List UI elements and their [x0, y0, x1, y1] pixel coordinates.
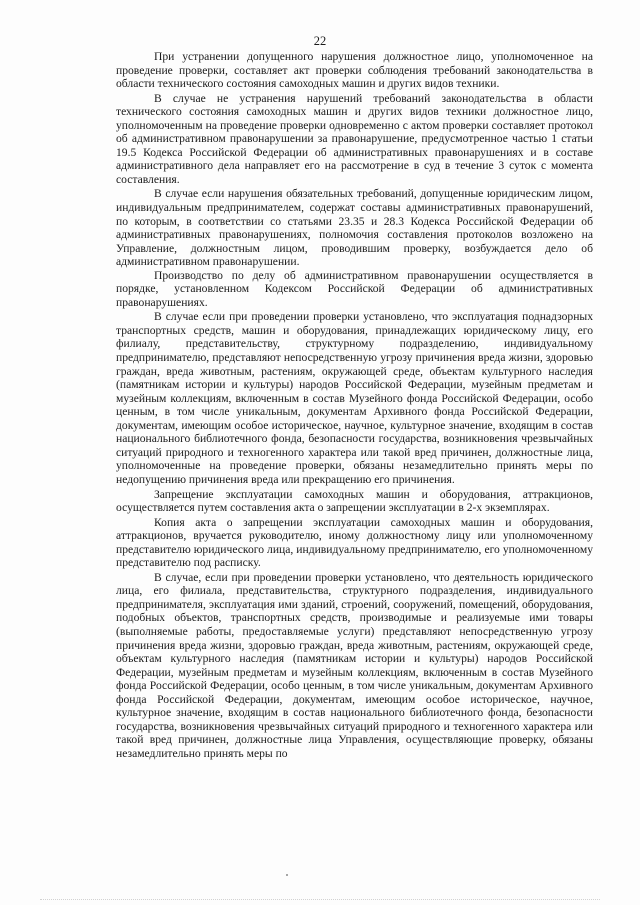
scan-speck	[286, 874, 288, 876]
paragraph-operation-ban: Запрещение эксплуатации самоходных машин и оборудования, аттракционов, осуществляется путем составления акта о запрещении эксплуатации в 2-х экземплярах.	[116, 487, 593, 515]
paragraph-act-copy: Копия акта о запрещении эксплуатации самоходных машин и оборудования, аттракционов, вручается руководителю, иному должностному лицу или уполномоченному представителю юридического лица, индивидуальному предпринимателю, его уполномоченному представителю под расписку.	[116, 515, 593, 570]
paragraph-act-of-inspection: При устранении допущенного нарушения должностное лицо, уполномоченное на проведение проверки, составляет акт проверки соблюдения требований законодательства в области технического состояния самоходных машин и других видов техники.	[116, 50, 593, 91]
paragraph-immediate-threat: В случае если при проведении проверки установлено, что эксплуатация поднадзорных транспортных средств, машин и оборудования, принадлежащих юридическому лицу, его филиалу, представительству, структурному подразделению, индивидуальному предпринимателю, представляют непосредственную угрозу причинения вреда жизни, здоровью граждан, вреда животным, растениям, окружающей среде, объектам культурного наследия (памятникам истории и культуры) народов Российской Федерации, музейным предметам и музейным коллекциям, включенным в состав Музейного фонда Российской Федерации, особо ценным, в том числе уникальным, документам Архивного фонда Российской Федерации, документам, имеющим особое историческое, научное, культурное значение, входящим в состав национального библиотечного фонда, безопасности государства, возникновения чрезвычайных ситуаций природного и техногенного характера или такой вред причинен, должностные лица, уполномоченные на проведение проверки, обязаны незамедлительно принять меры по недопущению причинения вреда или прекращению его причинения.	[116, 310, 593, 486]
paragraph-proceedings: Производство по делу об административном правонарушении осуществляется в порядке, установленном Кодексом Российской Федерации об административных правонарушениях.	[116, 268, 593, 309]
paragraph-activity-threat: В случае, если при проведении проверки установлено, что деятельность юридического лица, его филиала, представительства, структурного подразделения, индивидуального предпринимателя, эксплуатация ими зданий, строений, сооружений, помещений, оборудования, подобных объектов, транспортных средств, производимые и реализуемые ими товары (выполняемые работы, предоставляемые услуги) представляют непосредственную угрозу причинения вреда жизни, здоровью граждан, вреда животным, растениям, окружающей среде, объектам культурного наследия (памятникам истории и культуры) народов Российской Федерации, музейным предметам и музейным коллекциям, включенным в состав Музейного фонда Российской Федерации, особо ценным, в том числе уникальным, документам Архивного фонда Российской Федерации, документам, имеющим особое историческое, научное, культурное значение, входящим в состав национального библиотечного фонда, безопасности государства, возникновения чрезвычайных ситуаций природного и техногенного характера или такой вред причинен, должностные лица Управления, осуществляющие проверку, обязаны незамедлительно принять меры по	[116, 570, 593, 760]
paragraph-failure-to-remedy: В случае не устранения нарушений требований законодательства в области технического состояния самоходных машин и других видов техники должностное лицо, уполномоченным на проведение проверки одновременно с актом проверки составляет протокол об административном правонарушении за правонарушение, предусмотренное частью 1 статьи 19.5 Кодекса Российской Федерации об административных правонарушениях и в составе административного дела направляет его на рассмотрение в суд в течение 3 суток с момента составления.	[116, 91, 593, 186]
paragraph-administrative-case: В случае если нарушения обязательных требований, допущенные юридическим лицом, индивидуальным предпринимателем, содержат составы административных правонарушений, по которым, в соответствии со статьями 23.35 и 28.3 Кодекса Российской Федерации об административных правонарушениях, полномочия составления протоколов возложено на Управление, должностным лицом, проводившим проверку, возбуждается дело об административном правонарушении.	[116, 187, 593, 269]
scan-footer-marks	[0, 893, 640, 905]
scan-edge-line	[40, 899, 600, 900]
page-number: 22	[313, 34, 327, 48]
document-body	[116, 50, 593, 761]
